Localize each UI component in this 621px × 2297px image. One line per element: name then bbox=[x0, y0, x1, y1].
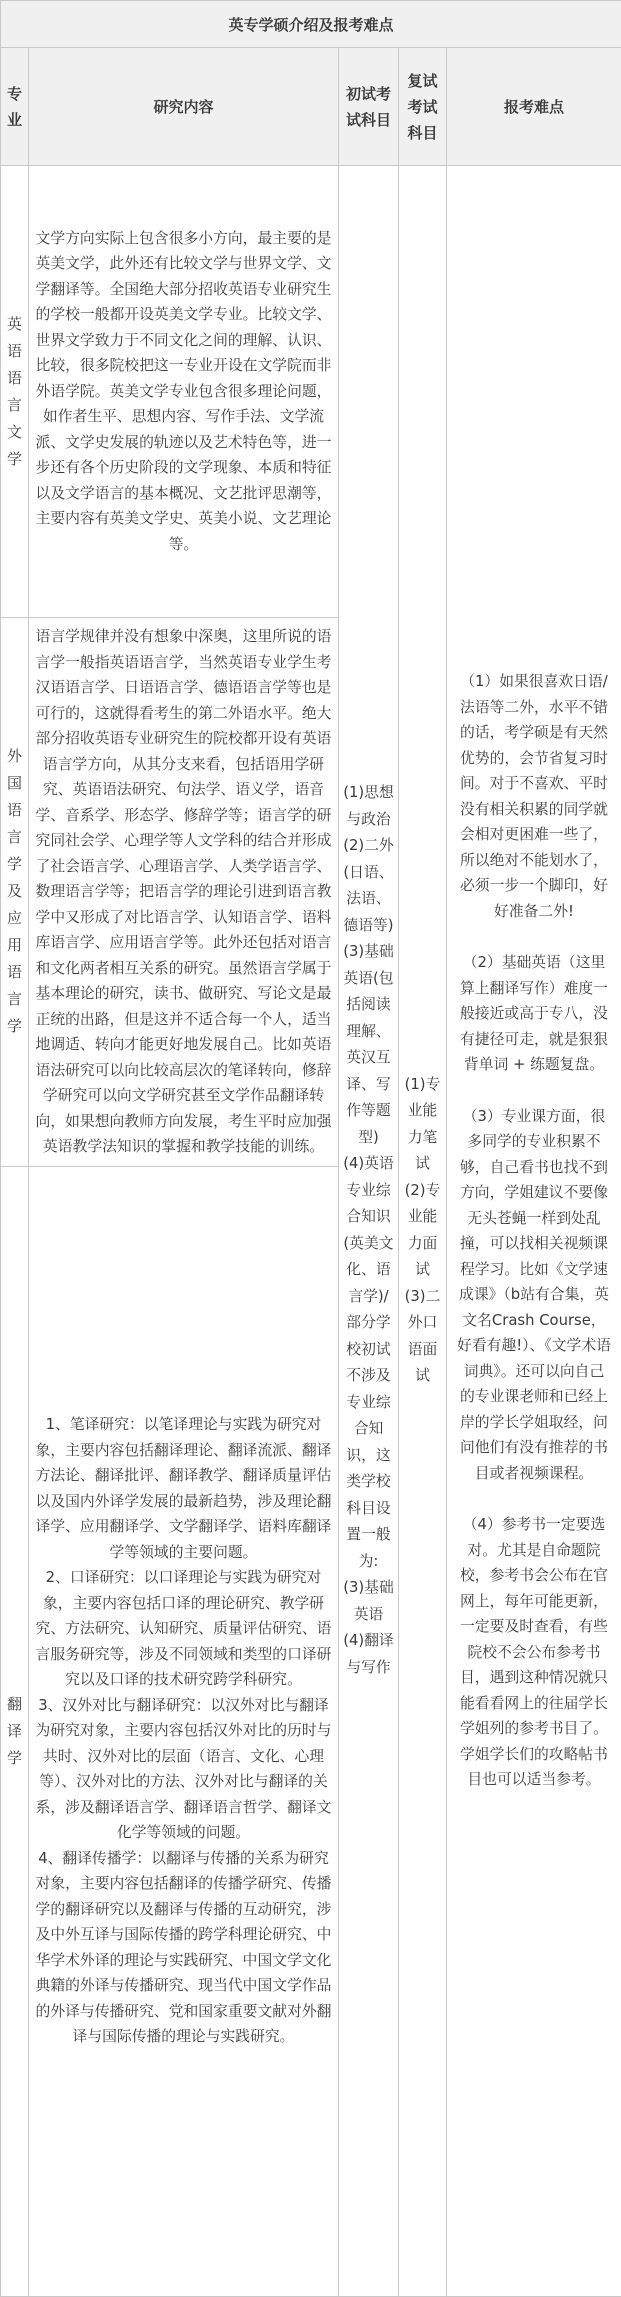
first-exam-item: (4)翻译与写作 bbox=[341, 1628, 396, 1681]
header-second-exam: 复试考试科目 bbox=[399, 48, 447, 166]
content-item: 4、翻译传播学：以翻译与传播的关系为研究对象，主要内容包括翻译的传播学研究、传播学的翻译研究以及翻译与传播的互动研究，涉及中外互译与国际传播的跨学科理论研究、中华学术外译的理论与实践研究、中国文学文化典籍的外译与传播研究、现当代中国文学作品的外译与传播研究、党和国家重要文献对外翻译与国际传播的理论与实践研究。 bbox=[33, 1846, 334, 2050]
content-item: 2、口译研究：以口译理论与实践为研究对象，主要内容包括口译的理论研究、教学研究、方法研究、认知研究、质量评估研究、语言服务研究等，涉及不同领域和类型的口译研究以及口译的技术研究跨学科研究。 bbox=[33, 1565, 334, 1693]
second-exam-item: (3)二外口语面试 bbox=[401, 1284, 444, 1390]
content-item: 1、笔译研究：以笔译理论与实践为研究对象，主要内容包括翻译理论、翻译流派、翻译方法论、翻译批评、翻译教学、翻译质量评估以及国内外译学发展的最新趋势，涉及理论翻译学、应用翻译学、文学翻译学、语料库翻译学等领域的主要问题。 bbox=[33, 1412, 334, 1565]
difficulty-item: （1）如果很喜欢日语/法语等二外，水平不错的话，考学硕是有天然优势的，会节省复习时间。对于不喜欢、平时没有相关积累的同学就会相对更困难一些了，所以绝对不能划水了，必须一步一个脚印，好好准备二外! bbox=[457, 669, 611, 924]
second-exam-item: (2)专业能力面试 bbox=[401, 1178, 444, 1284]
difficulty-cell bbox=[447, 166, 621, 2297]
table-title: 英专学硕介绍及报考难点 bbox=[1, 1, 621, 48]
first-exam-item: (3)基础英语(包括阅读理解、英汉互译、写作等题型) bbox=[341, 939, 396, 1151]
first-exam-item: (1)思想与政治 bbox=[341, 780, 396, 833]
content-item: 3、汉外对比与翻译研究：以汉外对比与翻译为研究对象，主要内容包括汉外对比的历时与共时、汉外对比的层面（语言、文化、心理等）、汉外对比的方法、汉外对比与翻译的关系，涉及翻译语言学、翻译语言哲学、翻译文化学等领域的问题。 bbox=[33, 1693, 334, 1846]
difficulty-item: （4）参考书一定要选对。尤其是自命题院校，参考书会公布在官网上，每年可能更新，一定要及时查看，有些院校不会公布参考书目，遇到这种情况就只能看看网上的往届学长学姐列的参考书目了。学姐学长们的攻略帖书目也可以适当参考。 bbox=[457, 1512, 611, 1793]
header-major: 专业 bbox=[1, 48, 29, 166]
table-row bbox=[1, 166, 621, 618]
major-cell: 翻译学 bbox=[1, 1166, 29, 2296]
difficulty-item: （3）专业课方面，很多同学的专业积累不够，自己看书也找不到方向，学姐建议不要像无头苍蝇一样到处乱撞，可以找相关视频课程学习。比如《文学速成课》（b站有合集，英文名Crash Course，好看有趣!）、《文学术语词典》。还可以向自己的专业课老师和已经上岸的学长学姐取经，问问他们有没有推荐的书目或者视频课程。 bbox=[457, 1104, 611, 1487]
second-exam-item: (1)专业能力笔试 bbox=[401, 1072, 444, 1178]
first-exam-item: (3)基础英语 bbox=[341, 1575, 396, 1628]
major-cell: 英语语言文学 bbox=[1, 166, 29, 618]
first-exam-cell bbox=[339, 166, 399, 2297]
first-exam-item: (4)英语专业综合知识(英美文化、语言学)/部分学校初试不涉及专业综合知识，这类学校科目设置一般为: bbox=[341, 1151, 396, 1575]
content-cell: 文学方向实际上包含很多小方向，最主要的是英美文学，此外还有比较文学与世界文学、文学翻译等。全国绝大部分招收英语专业研究生的学校一般都开设英美文学专业。比较文学、世界文学致力于不同文化之间的理解、认识、比较，很多院校把这一专业开设在文学院而非外语学院。英美文学专业包含很多理论问题，如作者生平、思想内容、写作手法、文学流派、文学史发展的轨迹以及艺术特色等，进一步还有各个历史阶段的文学现象、本质和特征以及文学语言的基本概况、文艺批评思潮等，主要内容有英美文学史、英美小说、文艺理论等。 bbox=[29, 166, 339, 618]
header-difficulty: 报考难点 bbox=[447, 48, 621, 166]
difficulty-item: （2）基础英语（这里算上翻译写作）难度一般接近或高于专八，没有捷径可走，就是狠狠背单词 + 练题复盘。 bbox=[457, 950, 611, 1078]
content-cell bbox=[29, 1166, 339, 2296]
header-content: 研究内容 bbox=[29, 48, 339, 166]
major-cell: 外国语言学及应用语言学 bbox=[1, 618, 29, 1167]
second-exam-cell bbox=[399, 166, 447, 2297]
first-exam-item: (2)二外(日语、法语、德语等) bbox=[341, 833, 396, 939]
content-cell: 语言学规律并没有想象中深奥，这里所说的语言学一般指英语语言学，当然英语专业学生考汉语语言学、日语语言学、德语语言学等也是可行的，这就得看考生的第二外语水平。绝大部分招收英语专业研究生的院校都开设有英语语言学方向，从其分支来看，包括语用学研究、英语语法研究、句法学、语义学，语音学、音系学、形态学、修辞学等；语言学的研究同社会学、心理学等人文学科的结合并形成了社会语言学、心理语言学、人类学语言学、数理语言学等；把语言学的理论引进到语言教学中又形成了对比语言学、认知语言学、语料库语言学、应用语言学等。此外还包括对语言和文化两者相互关系的研究。虽然语言学属于基本理论的研究，读书、做研究、写论文是最正统的出路，但是这并不适合每一个人，适当地调适、转向才能更好地发展自己。比如英语语法研究可以向比较高层次的笔译转向，修辞学研究可以向文学研究甚至文学作品翻译转向，如果想向教师方向发展，考生平时应加强英语教学法知识的掌握和教学技能的训练。 bbox=[29, 618, 339, 1167]
header-first-exam: 初试考试科目 bbox=[339, 48, 399, 166]
